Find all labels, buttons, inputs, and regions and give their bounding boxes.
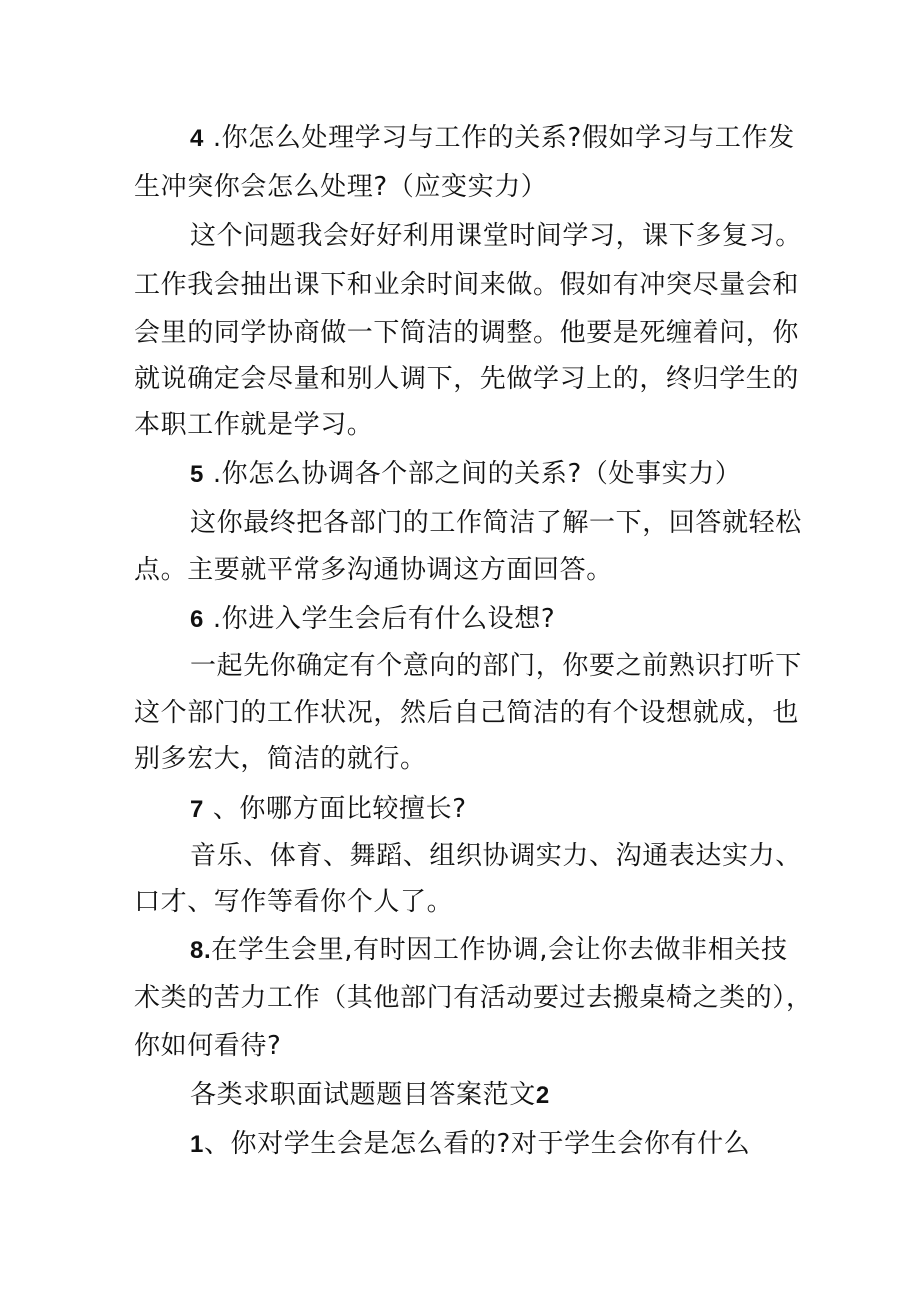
answer-4-line-3: 会里的同学协商做一下简洁的调整。他要是死缠着问，你 <box>134 318 800 348</box>
section-2-number: 2 <box>535 1082 550 1109</box>
section-2-question-1-text: 、你对学生会是怎么看的?对于学生会你有什么 <box>203 1129 751 1159</box>
answer-4-line-2: 工作我会抽出课下和业余时间来做。假如有冲突尽量会和 <box>134 270 800 300</box>
question-7-line-1 <box>190 792 467 827</box>
question-7-text: 、你哪方面比较擅长? <box>203 794 467 824</box>
answer-6-line-1: 一起先你确定有个意向的部门，你要之前熟识打听下 <box>190 651 802 681</box>
answer-4-line-5: 本职工作就是学习。 <box>134 410 374 440</box>
section-2-question-1 <box>190 1127 750 1162</box>
question-6-line-1 <box>190 602 555 637</box>
answer-5-line-2: 点。主要就平常多沟通协调这方面回答。 <box>134 555 613 585</box>
question-8-line-3: 你如何看待? <box>134 1031 282 1061</box>
section-2-question-1-number: 1 <box>190 1131 204 1158</box>
section-2-title: 各类求职面试题题目答案范文 <box>190 1080 536 1110</box>
question-6-number: 6 <box>190 606 204 633</box>
section-2-heading <box>190 1078 550 1113</box>
answer-7-line-1: 音乐、体育、舞蹈、组织协调实力、沟通表达实力、 <box>190 841 802 871</box>
question-5-line-1 <box>190 457 741 492</box>
question-8-number: 8. <box>190 937 212 964</box>
answer-6-line-3: 别多宏大，简洁的就行。 <box>134 744 427 774</box>
question-8-line-2: 术类的苦力工作（其他部门有活动要过去搬桌椅之类的）， <box>134 983 813 1013</box>
answer-7-line-2: 口才、写作等看你个人了。 <box>134 887 454 917</box>
question-8-text: 在学生会里,有时因工作协调,会让你去做非相关技 <box>211 935 788 965</box>
answer-4-line-4: 就说确定会尽量和别人调下，先做学习上的，终归学生的 <box>134 364 800 394</box>
question-7-number: 7 <box>190 796 204 823</box>
answer-5-line-1: 这你最终把各部门的工作简洁了解一下，回答就轻松 <box>190 508 802 538</box>
question-5-text: .你怎么协调各个部之间的关系?（处事实力） <box>203 459 742 489</box>
question-4-line-2: 生冲突你会怎么处理?（应变实力） <box>134 172 548 202</box>
question-6-text: .你进入学生会后有什么设想? <box>203 604 556 634</box>
question-4-line-1 <box>190 121 795 156</box>
answer-6-line-2: 这个部门的工作状况，然后自己简洁的有个设想就成，也 <box>134 698 800 728</box>
answer-4-line-1: 这个问题我会好好利用课堂时间学习，课下多复习。 <box>190 221 802 251</box>
question-4-text: .你怎么处理学习与工作的关系?假如学习与工作发 <box>203 123 795 153</box>
question-4-number: 4 <box>190 125 204 152</box>
question-8-line-1 <box>190 933 788 968</box>
question-5-number: 5 <box>190 461 204 488</box>
